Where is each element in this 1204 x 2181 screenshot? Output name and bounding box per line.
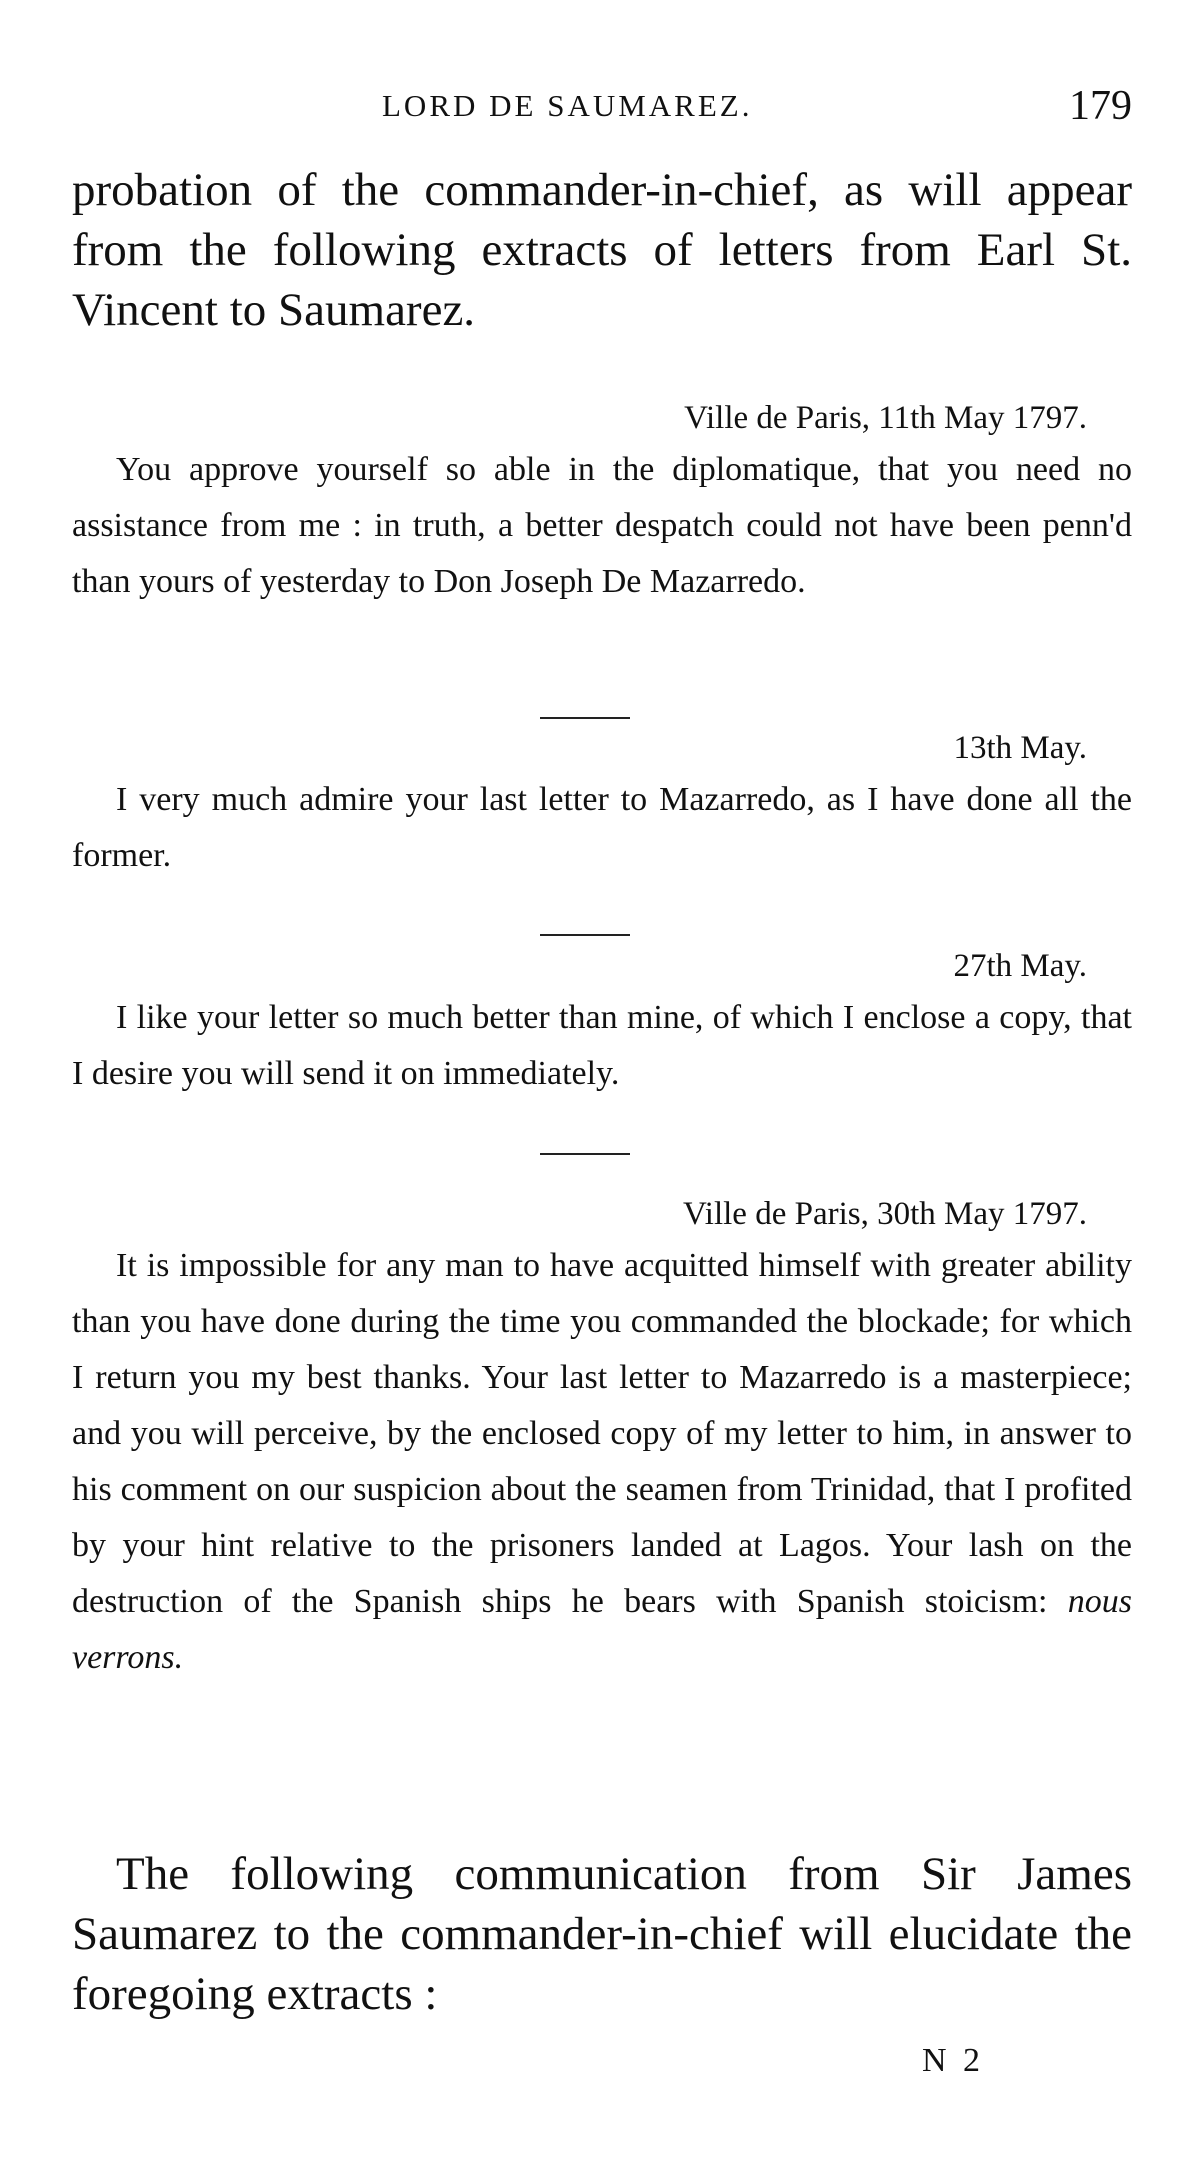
page-number: 179 [1069, 83, 1132, 129]
letter-text: You approve yourself so able in the diplomatique, that you need no assistance from me : in truth, a better despatch could not have been penn'd than yours of yesterday to Don Joseph De Mazarredo. [72, 451, 1132, 600]
opening-paragraph [72, 160, 1132, 340]
letter-4 [72, 1194, 1132, 1686]
italic-phrase: nous verrons. [72, 1583, 1132, 1676]
letter-date: Ville de Paris, 30th May 1797. [682, 1196, 1087, 1232]
closing-paragraph [72, 1844, 1132, 2024]
letter-2 [72, 728, 1132, 884]
letter-body [72, 772, 1132, 884]
page-header [72, 83, 1132, 138]
signature-mark: N 2 [921, 2042, 984, 2079]
letter-body [72, 990, 1132, 1102]
letter-body [72, 442, 1132, 610]
divider-rule [540, 934, 630, 936]
divider-rule [540, 1153, 630, 1155]
letter-text: I very much admire your last letter to Mazarredo, as I have done all the former. [72, 781, 1132, 874]
letter-date: 13th May. [953, 730, 1087, 766]
divider-rule [540, 717, 630, 719]
opening-text: probation of the commander-in-chief, as will appear from the following extracts of letters from Earl St. Vincent to Saumarez. [72, 164, 1132, 336]
letter-1 [72, 398, 1132, 610]
letter-text [72, 1238, 1132, 1686]
letter-date: 27th May. [953, 948, 1087, 984]
running-head: LORD DE SAUMAREZ. [382, 88, 753, 123]
letter-text-main: It is impossible for any man to have acquitted himself with greater ability than you have done during the time you commanded the blockade; for which I return you my best thanks. Your last letter to Mazarredo is a masterpiece; and you will perceive, by the enclosed copy of my letter to him, in answer to his comment on our suspicion about the seamen from Trinidad, that I profited by your hint relative to the prisoners landed at Lagos. Your lash on the destruction of the Spanish ships he bears with Spanish stoicism: [72, 1247, 1132, 1620]
letter-text: I like your letter so much better than mine, of which I enclose a copy, that I desire you will send it on immediately. [72, 999, 1132, 1092]
letter-3 [72, 946, 1132, 1102]
letter-date: Ville de Paris, 11th May 1797. [684, 400, 1087, 436]
closing-text: The following communication from Sir James Saumarez to the commander-in-chief will elucidate the foregoing extracts : [72, 1848, 1132, 2020]
letter-body [72, 1238, 1132, 1686]
